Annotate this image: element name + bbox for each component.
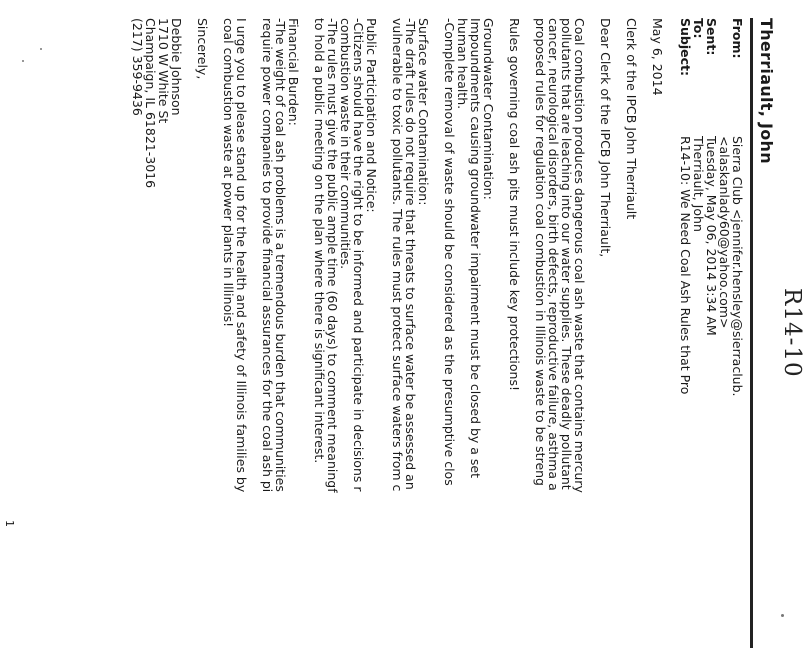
scan-speck (40, 48, 42, 50)
email-header (679, 18, 744, 397)
blank-line (183, 18, 196, 493)
body-line: combustion waste in their communities. (338, 18, 353, 270)
body-line: Public Participation and Notice: (364, 18, 379, 213)
scan-speck (22, 60, 24, 62)
body-line: cancer, neurological disorders, birth defects, reproductive failure, asthma a (546, 18, 561, 491)
header-key: Subject: (678, 18, 693, 76)
body-line: I urge you to please stand up for the health and safety of Illinois families by (234, 18, 249, 493)
body-line: -Complete removal of waste should be considered as the presumptive clos (442, 18, 457, 486)
body-line: Financial Burden: (286, 18, 301, 126)
body-line: Impoundments causing groundwater impairment must be closed by a set (468, 18, 483, 479)
header-value: R14-10: We Need Coal Ash Rules that Pro (678, 136, 693, 395)
body-line: Coal combustion produces dangerous coal ash waste that contains mercury (572, 18, 587, 493)
body-line: -The draft rules do not require that threats to surface water be assessed an (403, 18, 418, 490)
body-line: coal combustion waste at power plants in Illinois! (221, 18, 236, 328)
header-row (679, 18, 692, 397)
body-line: to hold a public meeting on the plan where there is significant interest. (312, 18, 327, 464)
header-key: From: (730, 18, 745, 59)
body-line: Surface water Contamination: (416, 18, 431, 206)
docket-stamp: R14-10 (779, 288, 805, 378)
body-line: Debbie Johnson (169, 18, 184, 116)
body-line: Dear Clerk of the IPCB John Therriault, (598, 18, 613, 258)
body-line: vulnerable to toxic pollutants. The rules must protect surface waters from c (390, 18, 405, 492)
header-value: Tuesday, May 06, 2014 3:34 AM (704, 136, 719, 336)
sender-name: Therriault, John (757, 18, 776, 164)
header-row (731, 18, 744, 397)
scan-speck (781, 614, 784, 617)
header-row (692, 18, 705, 397)
header-value: <alaskanlady60@yahoo.com> (717, 136, 732, 329)
header-key: To: (691, 18, 706, 39)
body-line: -Citizens should have the right to be informed and participate in decisions r (351, 18, 366, 492)
body-line: -The weight of coal ash problems is a tremendous burden that communities (273, 18, 288, 492)
header-value: Sierra Club <jennifer.hensley@sierraclub. (730, 136, 745, 397)
header-row (705, 18, 718, 397)
body-line: Champaign, IL 61821-3016 (143, 18, 158, 189)
body-line: require power companies to provide financial assurances for the coal ash pi (260, 18, 275, 493)
body-line: May 6, 2014 (650, 18, 665, 96)
body-line: pollutants that are leaching into our water supplies. These deadly pollutant (559, 18, 574, 490)
body-line: Sincerely, (195, 18, 210, 80)
email-body (131, 18, 664, 493)
body-line: 1710 W White St (156, 18, 171, 124)
body-line: -The rules must give the public ample time (60 days) to comment meaningf (325, 18, 340, 493)
header-key: Sent: (704, 18, 719, 56)
body-line: Clerk of the IPCB John Therriault (624, 18, 639, 220)
body-line: proposed rules for regulation coal combustion in Illinois waste to be streng (533, 18, 548, 486)
body-line: (217) 359-9436 (130, 18, 145, 116)
header-rule (750, 18, 753, 648)
body-line: Rules governing coal ash pits must include key protections! (507, 18, 522, 391)
body-line: Groundwater Contamination: (481, 18, 496, 200)
body-line: human health. (455, 18, 470, 110)
page-number: 1 (3, 520, 16, 527)
header-value: Therriault, John (691, 136, 706, 232)
